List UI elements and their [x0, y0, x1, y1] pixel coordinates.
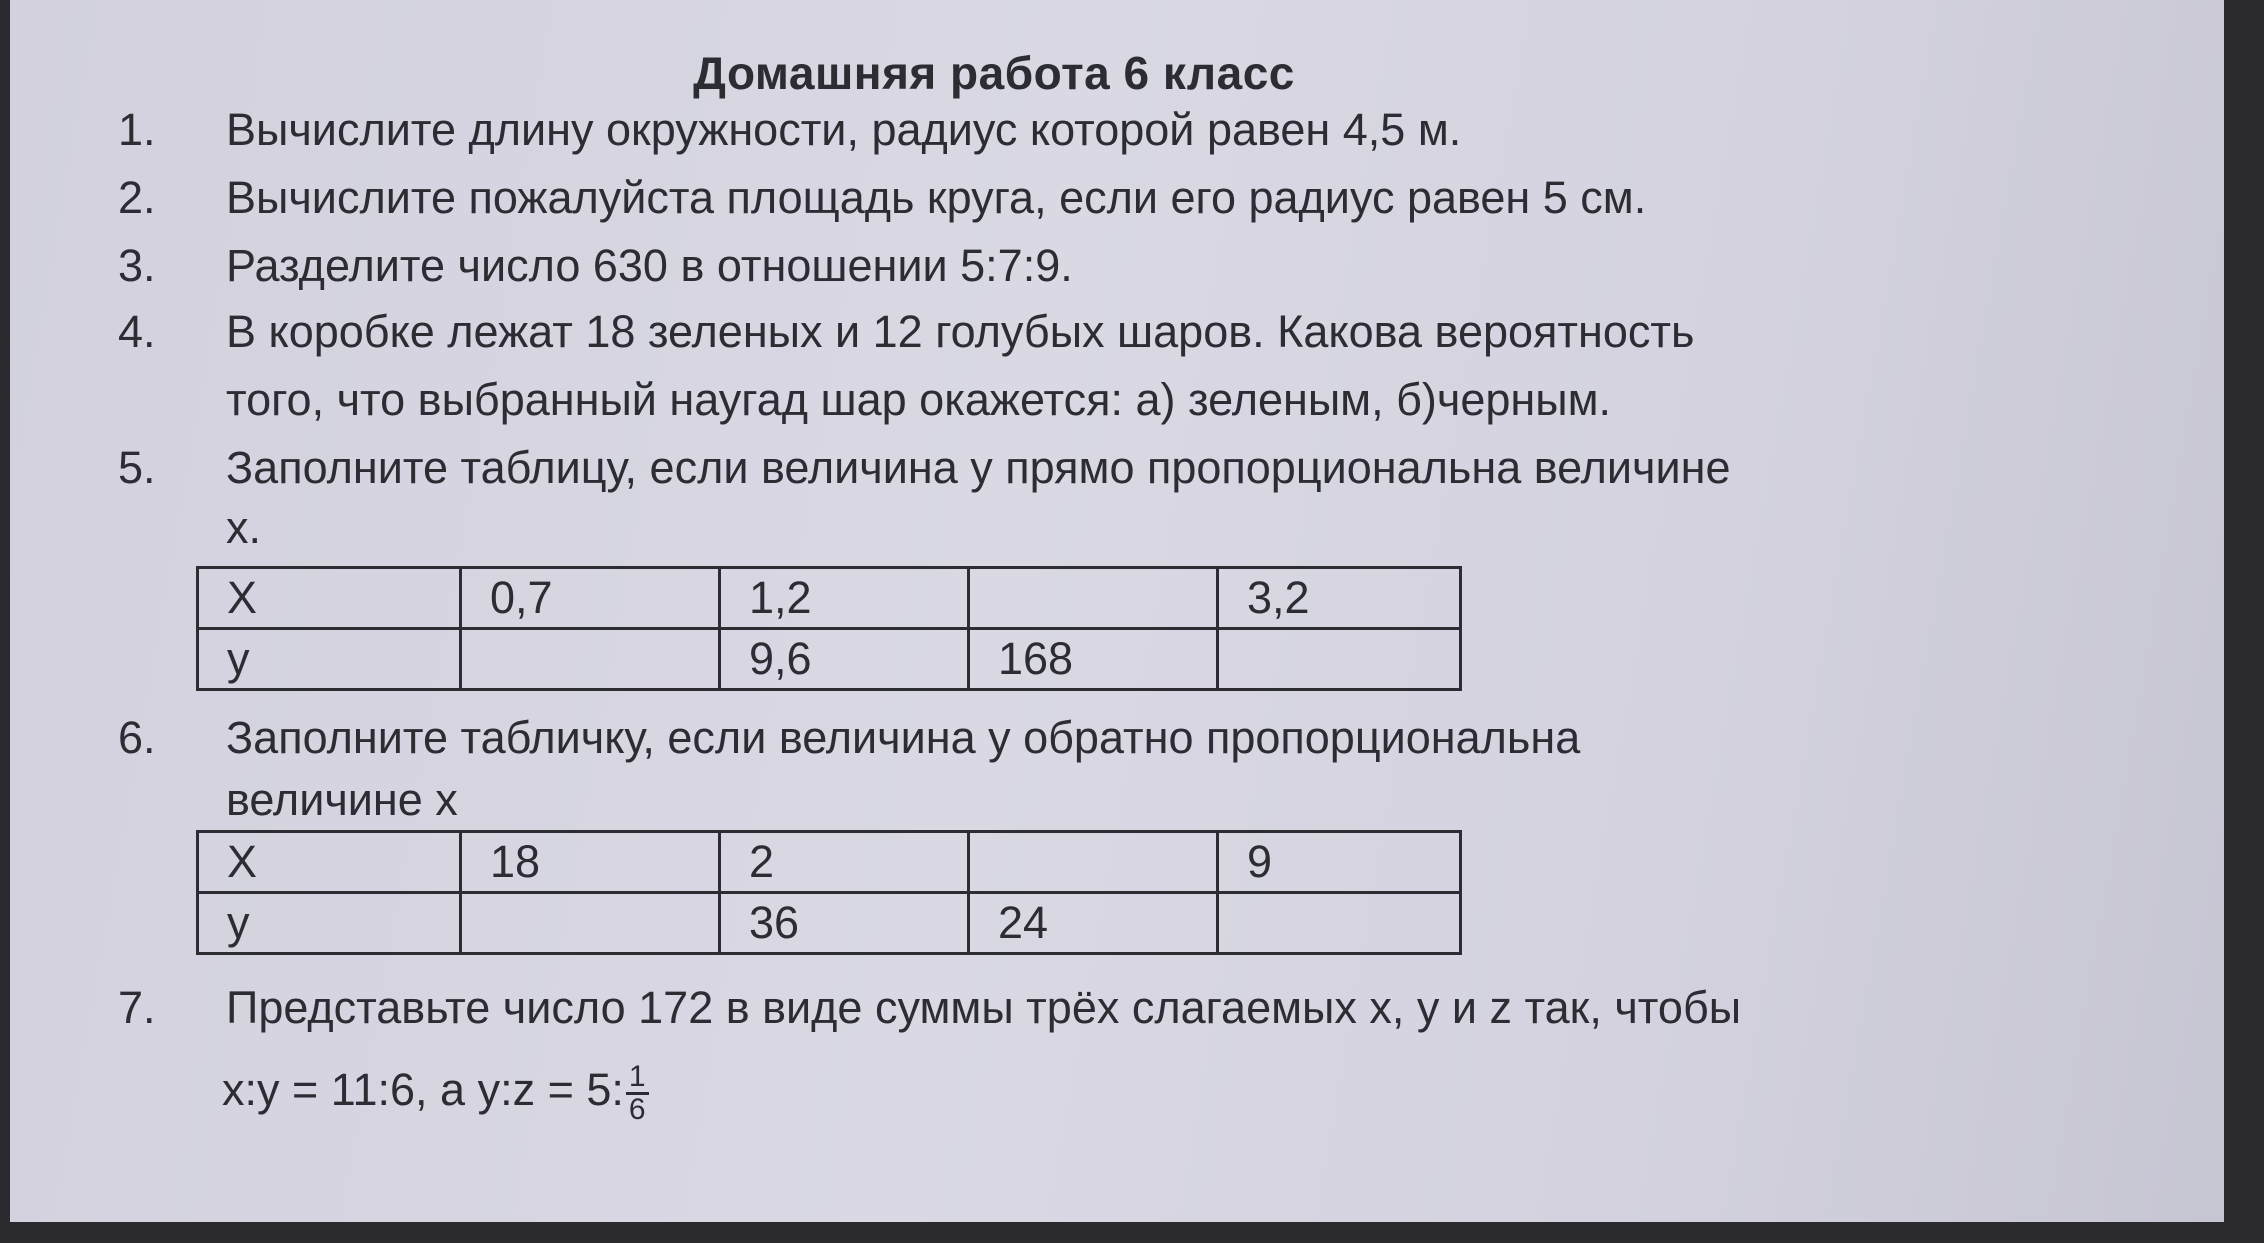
- task-text-line-2: х.: [226, 502, 262, 553]
- table-row-y: [198, 629, 1461, 690]
- table-cell: у: [198, 629, 461, 690]
- page-title: Домашняя работа 6 класс: [693, 47, 1295, 99]
- table-cell: 2: [720, 832, 969, 893]
- table-cell: [1218, 893, 1461, 954]
- task-text-line-2: того, что выбранный наугад шар окажется: а) зеленым, б)черным.: [226, 374, 1612, 425]
- task-text-line-1: Заполните табличку, если величина у обратно пропорциональна: [226, 712, 1581, 763]
- fraction-numerator: 1: [626, 1062, 649, 1095]
- table-cell: 9: [1218, 832, 1461, 893]
- task-text-line-1: В коробке лежат 18 зеленых и 12 голубых шаров. Какова вероятность: [226, 306, 1695, 357]
- table-cell: 36: [720, 893, 969, 954]
- task-text-line-2: величине х: [226, 774, 458, 825]
- task-text: Вычислите пожалуйста площадь круга, если его радиус равен 5 см.: [226, 172, 1647, 223]
- task-number: 5.: [118, 442, 156, 493]
- task-number: 3.: [118, 240, 156, 291]
- table-cell: 1,2: [720, 568, 969, 629]
- task-text: Вычислите длину окружности, радиус которой равен 4,5 м.: [226, 104, 1462, 155]
- table-cell: 18: [461, 832, 720, 893]
- table-row-x: [198, 832, 1461, 893]
- proportional-table: [196, 566, 1462, 691]
- task-text: Разделите число 630 в отношении 5:7:9.: [226, 240, 1073, 291]
- table-cell: [969, 832, 1218, 893]
- table-cell: 168: [969, 629, 1218, 690]
- table-cell: [461, 893, 720, 954]
- table-cell: [969, 568, 1218, 629]
- task-number: 1.: [118, 104, 156, 155]
- task-number: 2.: [118, 172, 156, 223]
- table-row-x: [198, 568, 1461, 629]
- table-cell: Х: [198, 832, 461, 893]
- table-row-y: [198, 893, 1461, 954]
- inverse-proportional-table: [196, 830, 1462, 955]
- table-cell: Х: [198, 568, 461, 629]
- fraction: [626, 1059, 649, 1126]
- ratio-text: х:у = 11:6, а у:z = 5:: [222, 1064, 624, 1115]
- task-text-line-1: Заполните таблицу, если величина у прямо пропорциональна величине: [226, 442, 1731, 493]
- table-cell: 0,7: [461, 568, 720, 629]
- task-number: 4.: [118, 306, 156, 357]
- table-cell: 9,6: [720, 629, 969, 690]
- fraction-denominator: 6: [628, 1092, 646, 1126]
- task-text-line-2: [222, 1058, 649, 1125]
- table-cell: у: [198, 893, 461, 954]
- task-number: 7.: [118, 982, 156, 1033]
- task-number: 6.: [118, 712, 156, 763]
- table-cell: 3,2: [1218, 568, 1461, 629]
- table-cell: [1218, 629, 1461, 690]
- task-text-line-1: Представьте число 172 в виде суммы трёх слагаемых х, у и z так, чтобы: [226, 982, 1742, 1033]
- worksheet-page: [10, 0, 2224, 1222]
- table-cell: 24: [969, 893, 1218, 954]
- table-cell: [461, 629, 720, 690]
